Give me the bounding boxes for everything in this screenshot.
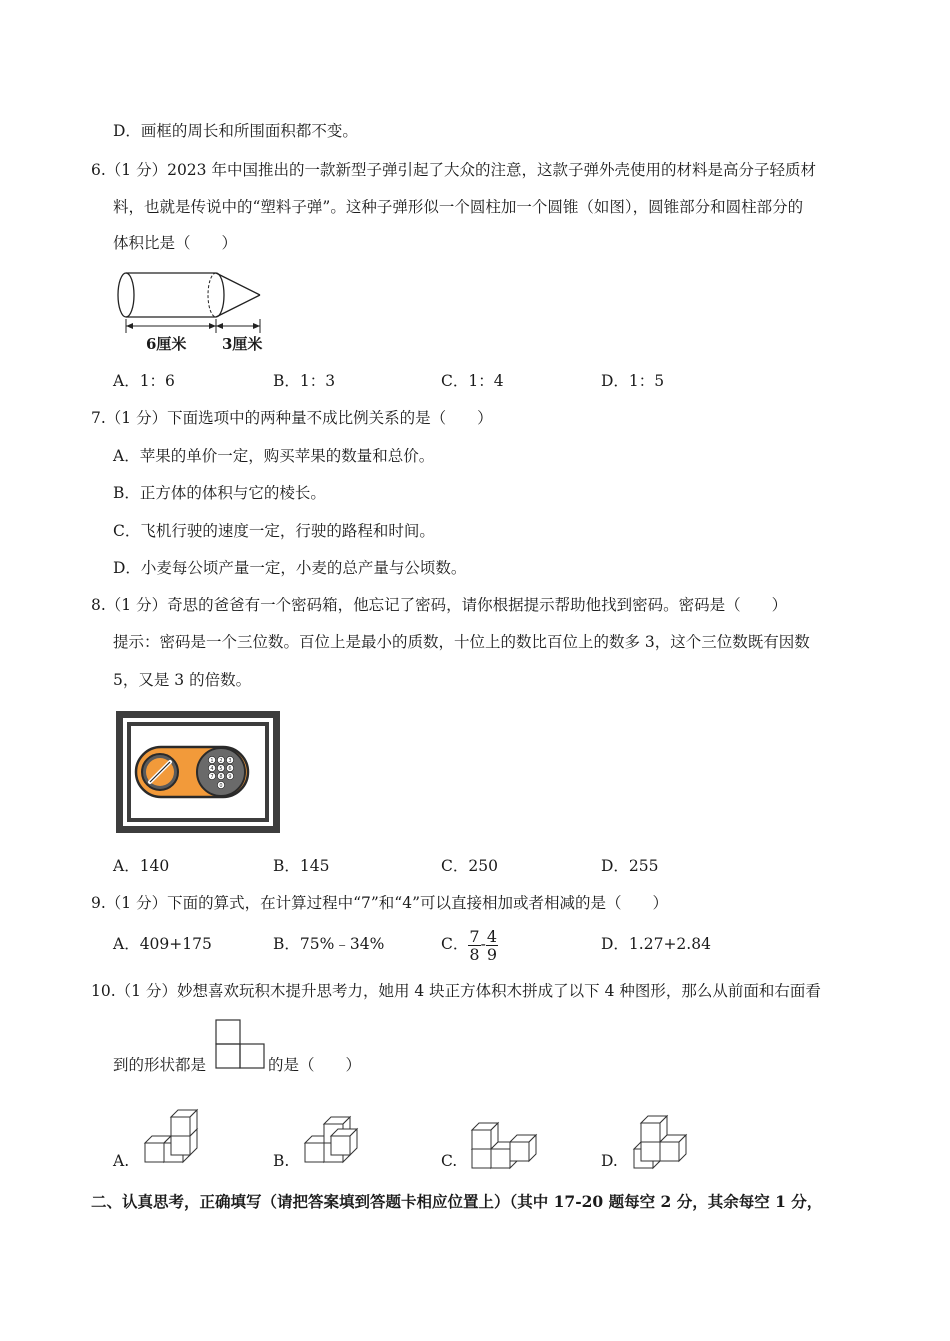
q10-stem-line2-prefix: 到的形状都是	[113, 1056, 207, 1074]
keypad-digit: 5	[219, 766, 223, 772]
q9-option-a: A．409+175	[113, 935, 212, 953]
keypad-digit: 0	[219, 783, 223, 789]
bullet-cone-label: 3厘米	[222, 335, 263, 353]
keypad-digit: 4	[210, 766, 214, 772]
keypad-digit: 3	[228, 758, 232, 764]
cube-figure-c	[470, 1103, 546, 1173]
q8-hint-line1: 提示：密码是一个三位数。百位上是最小的质数，十位上的数比百位上的数多 3，这个三位数既有因数	[113, 633, 810, 651]
cube-face	[641, 1142, 660, 1161]
keypad-digit: 9	[228, 774, 232, 780]
cube-face	[472, 1149, 491, 1168]
fraction-4-9: $\frac{4}{9}$	[486, 926, 497, 964]
q8-option-d: D．255	[601, 857, 659, 875]
q7-option-d: D．小麦每公顷产量一定，小麦的总产量与公顷数。	[113, 559, 467, 577]
q7-option-c: C．飞机行驶的速度一定，行驶的路程和时间。	[113, 522, 435, 540]
q10-stem-line2-suffix: 的是（ ）	[268, 1056, 362, 1074]
q7-option-a: A．苹果的单价一定，购买苹果的数量和总价。	[113, 447, 435, 465]
keypad-digit: 7	[210, 774, 214, 780]
cube-figure-a	[143, 1097, 213, 1167]
cube-face	[472, 1130, 491, 1149]
keypad-digit: 6	[228, 766, 232, 772]
cube-face	[305, 1143, 324, 1162]
q6-stem-line3: 体积比是（ ）	[113, 234, 238, 252]
q9-option-c-label: C．	[441, 935, 469, 953]
cube-face	[171, 1117, 190, 1136]
q9-option-c	[441, 925, 498, 963]
cube-face	[171, 1136, 190, 1155]
q6-stem-line2: 料，也就是传说中的“塑料子弹”。这种子弹形似一个圆柱加一个圆锥（如图），圆锥部分和圆柱部分的	[113, 198, 804, 216]
cube-face	[641, 1123, 660, 1142]
q10-stem-line1: 10.（1 分）妙想喜欢玩积木提升思考力，她用 4 块正方体积木拼成了以下 4 种图形，那么从前面和右面看	[91, 982, 821, 1000]
bullet-cylinder-label: 6厘米	[146, 335, 187, 353]
keypad-digit: 8	[219, 774, 223, 780]
section-2-heading: 二、认真思考，正确填写（请把答案填到答题卡相应位置上）（其中 17-20 题每空 2 分，其余每空 1 分，	[91, 1192, 823, 1211]
cube-figure-b	[303, 1097, 373, 1167]
q9-stem: 9.（1 分）下面的算式，在计算过程中“7”和“4”可以直接相加或者相减的是（ ）	[91, 894, 668, 912]
q6-option-a: A．1：6	[113, 372, 175, 390]
q10-option-a-label: A.	[113, 1152, 130, 1170]
view-shape-figure	[215, 1019, 267, 1071]
keypad-digit: 1	[210, 758, 214, 764]
q8-option-a: A．140	[113, 857, 170, 875]
q6-stem-line1: 6.（1 分）2023 年中国推出的一款新型子弹引起了大众的注意，这款子弹外壳使用的材料是高分子轻质材	[91, 161, 816, 179]
cube-face	[491, 1149, 510, 1168]
q10-option-c-label: C.	[441, 1152, 458, 1170]
q10-option-b-label: B.	[273, 1152, 290, 1170]
q7-stem: 7.（1 分）下面选项中的两种量不成比例关系的是（ ）	[91, 409, 493, 427]
cube-face	[331, 1136, 350, 1155]
q6-option-b: B．1：3	[273, 372, 336, 390]
q6-option-c: C．1：4	[441, 372, 504, 390]
keypad-digit: 2	[219, 758, 223, 764]
cube-face	[660, 1142, 679, 1161]
q8-hint-line2: 5，又是 3 的倍数。	[113, 671, 252, 689]
q6-option-d: D．1：5	[601, 372, 665, 390]
q9-option-b: B．75%﹣34%	[273, 935, 385, 953]
q9-option-d: D．1.27+2.84	[601, 935, 711, 953]
fraction-7-8: $\frac{7}{8}$	[469, 926, 480, 964]
cube-figure-d	[632, 1103, 702, 1173]
q8-option-b: B．145	[273, 857, 330, 875]
q8-stem: 8.（1 分）奇思的爸爸有一个密码箱，他忘记了密码，请你根据提示帮助他找到密码。密码是（ ）	[91, 596, 788, 614]
q8-option-c: C．250	[441, 857, 498, 875]
q7-option-b: B．正方体的体积与它的棱长。	[113, 484, 326, 502]
minus-sign: -	[480, 935, 486, 953]
safe-figure	[116, 711, 282, 835]
q10-option-d-label: D.	[601, 1152, 618, 1170]
cube-face	[145, 1143, 164, 1162]
cube-face	[510, 1142, 529, 1161]
q5-option-d: D．画框的周长和所围面积都不变。	[113, 122, 358, 140]
